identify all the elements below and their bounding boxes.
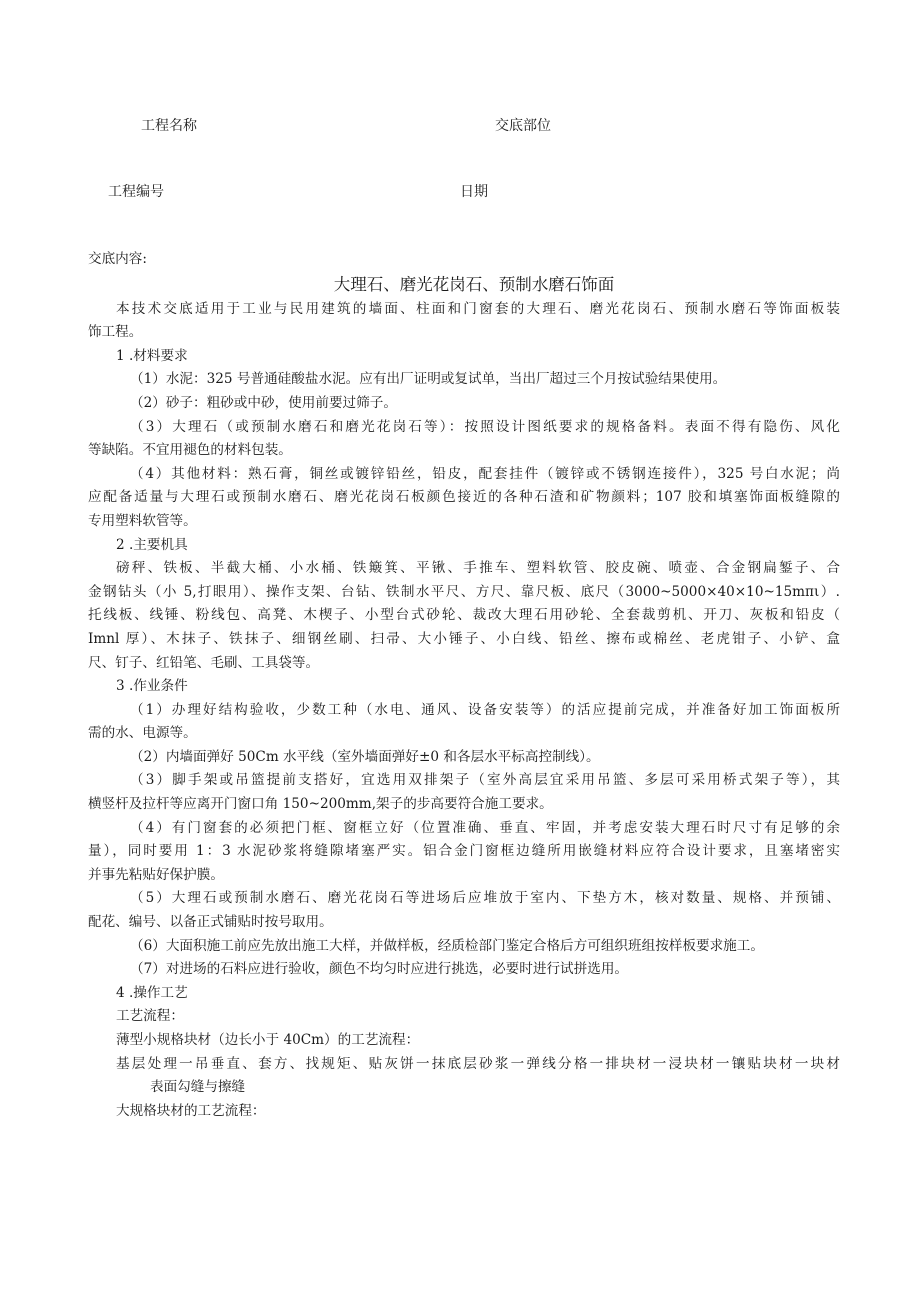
paragraph-line: 横竖杆及拉杆等应离开门窗口角 150~200mm,架子的步高要符合施工要求。 — [88, 796, 553, 813]
paragraph-line: 工艺流程： — [116, 1008, 184, 1025]
handover-part-label: 交底部位 — [495, 118, 551, 134]
paragraph-line: （4）有门窗套的必须把门框、窗框立好（位置准确、垂直、牢固，并考虑安装大理石时尺寸有足够的余 — [130, 819, 840, 836]
document-body — [88, 248, 840, 1123]
paragraph-line: 需的水、电源等。 — [88, 725, 197, 742]
section-heading: 2 .主要机具 — [116, 536, 188, 553]
paragraph-line: 本技术交底适用于工业与民用建筑的墙面、柱面和门窗套的大理石、磨光花岗石、预制水磨石等饰面板装 — [116, 300, 840, 317]
paragraph-line: 金钢钻头（小 5,打眼用）、操作支架、台钻、铁制水平尺、方尺、靠尺板、底尺（3000~5000×40×10~15mπι）. — [88, 583, 840, 600]
paragraph-line: Imnl 厚）、木抹子、铁抹子、细钢丝刷、扫帚、大小锤子、小白线、铅丝、擦布或棉丝、老虎钳子、小铲、盒 — [88, 630, 840, 647]
paragraph-line: 等缺陷。不宜用褪色的材料包装。 — [88, 442, 292, 459]
paragraph-line: 配花、编号、以备正式铺贴时按号取用。 — [88, 914, 333, 931]
paragraph-line: 托线板、线锤、粉线包、高凳、木楔子、小型台式砂轮、裁改大理石用砂轮、全套裁剪机、开刀、灰板和铅皮（ — [88, 607, 840, 624]
section-heading: 3 .作业条件 — [116, 678, 188, 695]
paragraph-line: （3）脚手架或吊篮提前支搭好，宜选用双排架子（室外高层宜采用吊篮、多层可采用桥式架子等），其 — [130, 772, 840, 789]
process-flow-line: 表面勾缝与擦缝 — [150, 1079, 246, 1096]
paragraph-line: （2）砂子：粗砂或中砂，使用前要过筛子。 — [130, 394, 397, 411]
date-label: 日期 — [460, 184, 488, 200]
paragraph-line: 尺、钉子、红铅笔、毛刷、工具袋等。 — [88, 654, 320, 671]
paragraph-line: （1）办理好结构验收，少数工种（水电、通风、设备安装等）的活应提前完成，并准备好加工饰面板所 — [130, 701, 840, 718]
process-flow-line: 基层处理一吊垂直、套方、找规矩、贴灰饼一抹底层砂浆一弹线分格一排块材一浸块材一镶贴块材一块材 — [116, 1055, 840, 1072]
paragraph-line: 专用塑料软管等。 — [88, 512, 197, 529]
paragraph-line: （1）水泥：325 号普通硅酸盐水泥。应有出厂证明或复试单，当出厂超过三个月按试验结果使用。 — [130, 371, 727, 388]
paragraph-line: 量），同时要用 1：3 水泥砂浆将缝隙堵塞严实。铝合金门窗框边缝所用嵌缝材料应符合设计要求，且塞堵密实 — [88, 843, 840, 860]
paragraph-line: （3）大理石（或预制水磨石和磨光花岗石等）：按照设计图纸要求的规格备料。表面不得有隐伤、风化 — [130, 418, 840, 435]
paragraph-line: 薄型小规格块材（边长小于 40Cm）的工艺流程： — [116, 1032, 420, 1048]
project-no-label: 工程编号 — [108, 184, 164, 200]
paragraph-line: 并事先粘贴好保护膜。 — [88, 866, 224, 883]
paragraph-line: 应配备适量与大理石或预制水磨石、磨光花岗石板颜色接近的各种石渣和矿物颜料；107 胶和填塞饰面板缝隙的 — [88, 489, 840, 506]
content-label: 交底内容: — [88, 251, 147, 267]
document-title: 大理石、磨光花岗石、预制水磨石饰面 — [333, 274, 615, 294]
paragraph-line: （2）内墙面弹好 50Cm 水平线（室外墙面弹好±0 和各层水平标高控制线）。 — [130, 748, 600, 765]
section-heading: 1 .材料要求 — [116, 347, 188, 364]
paragraph-line: （5）大理石或预制水磨石、磨光花岗石等进场后应堆放于室内、下垫方木，核对数量、规格、并预铺、 — [130, 890, 840, 907]
paragraph-line: （6）大面积施工前应先放出施工大样，并做样板，经质检部门鉴定合格后方可组织班组按样板要求施工。 — [130, 937, 764, 954]
paragraph-line: 磅秤、铁板、半截大桶、小水桶、铁簸箕、平锹、手推车、塑料软管、胶皮碗、喷壶、合金钢扁錾子、合 — [116, 560, 840, 577]
project-name-label: 工程名称 — [141, 118, 197, 134]
paragraph-line: 大规格块材的工艺流程： — [116, 1102, 266, 1119]
paragraph-line: 饰工程。 — [88, 324, 143, 341]
paragraph-line: （4）其他材料：熟石膏，铜丝或镀锌铅丝，铅皮，配套挂件（镀锌或不锈钢连接件），325 号白水泥；尚 — [130, 465, 840, 482]
paragraph-line: （7）对进场的石料应进行验收，颜色不均匀时应进行挑选，必要时进行试拼选用。 — [130, 961, 629, 978]
section-heading: 4 .操作工艺 — [116, 984, 188, 1001]
